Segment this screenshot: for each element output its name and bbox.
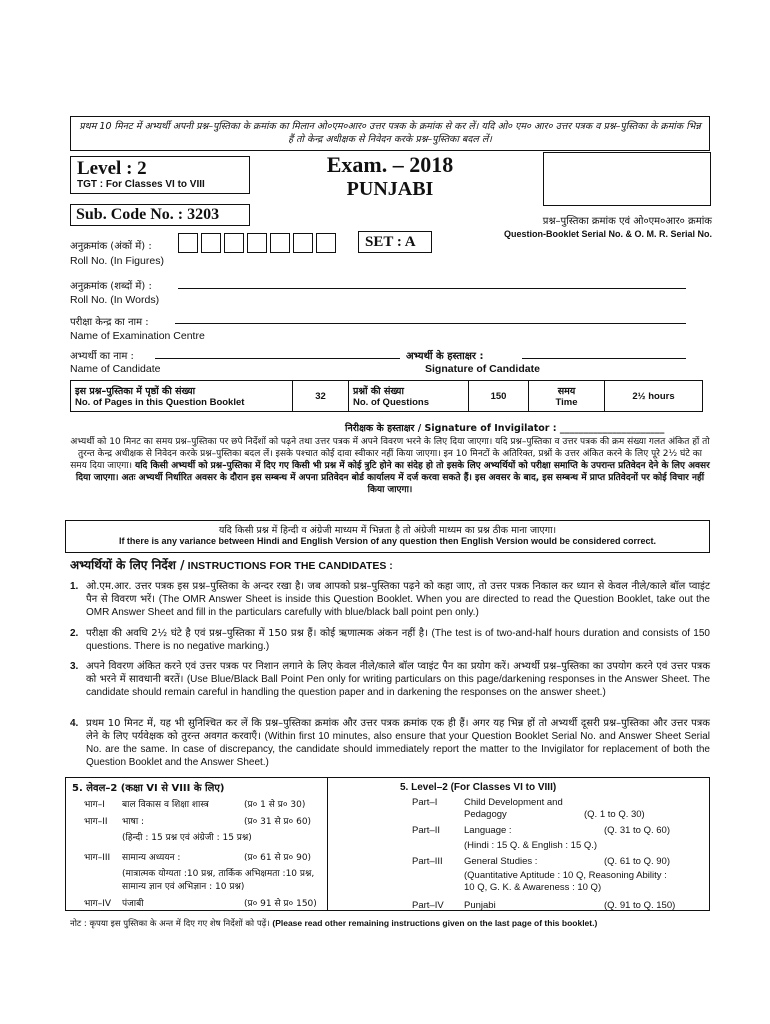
footer-note-en: (Please read other remaining instructions given on the last page of this booklet.): [272, 918, 598, 928]
time-value: 2½ hours: [605, 381, 703, 412]
set-box: SET : A: [358, 231, 432, 253]
booklet-serial-hi: प्रश्न–पुस्तिका क्रमांक एवं ओ०एम०आर० क्रमांक: [542, 216, 712, 227]
part-range: (प्र० 1 से प्र० 30): [244, 800, 306, 810]
part-name: भाषा :: [122, 817, 145, 827]
time-label: [529, 381, 605, 412]
part-range: (Q. 61 to Q. 90): [604, 856, 670, 867]
booklet-serial-en: Question-Booklet Serial No. & O. M. R. Serial No.: [503, 229, 712, 239]
level-divider: [327, 777, 328, 911]
candidate-name-line[interactable]: [155, 347, 400, 359]
footer-note-hi: नोट : कृपया इस पुस्तिका के अन्त में दिए गए शेष निर्देशों को पढ़ें।: [70, 919, 270, 929]
level-en-row: [400, 856, 705, 870]
part-name: सामान्य अध्ययन :: [122, 853, 181, 863]
variance-box: [65, 520, 710, 553]
instruction-en: (Use Blue/Black Ball Point Pen only for writing particulars on this page/darkening responses in the Answer Sheet. The candidate should remain careful in handling the question paper and in darkening the responses on the answer sheet.): [86, 674, 711, 698]
level-en-column: [400, 782, 705, 914]
questions-label-en: No. of Questions: [353, 397, 429, 408]
part-name: General Studies :: [464, 856, 538, 867]
part-name: Child Development and Pedagogy: [464, 797, 563, 820]
instruction-hi: परीक्षा की अवधि 2½ घंटे है एवं प्रश्न–पुस्तिका में 150 प्रश्न हैं। कोई ऋणात्मक अंकन नहीं है।: [86, 628, 428, 639]
pages-label: [71, 381, 293, 412]
part-label: Part–III: [412, 856, 443, 867]
instruction-hi: प्रथम 10 मिनट में, यह भी सुनिश्चित कर लें कि प्रश्न–पुस्तिका क्रमांक और उत्तर पत्रक क्रमांक एक ही हैं। अगर यह भिन्न हों तो अभ्यर्थी दूसरी प्रश्न–पुस्तिका और उत्तर पत्रक लेने के लिए पर्यवेक्षक को तुरन्त अवगत करवाएँ।: [86, 718, 710, 742]
instruction-number: 4.: [70, 718, 79, 729]
roll-words-en: Roll No. (In Words): [70, 294, 160, 306]
subject-title: PUNJABI: [346, 178, 434, 200]
candidate-name-en: Name of Candidate: [70, 363, 161, 375]
serial-number-box[interactable]: [543, 152, 711, 206]
candidate-signature-en: Signature of Candidate: [425, 363, 540, 375]
part-range: (प्र० 91 से प्र० 150): [244, 899, 317, 909]
time-label-en: Time: [555, 397, 578, 408]
instruction-item: [70, 580, 710, 619]
variance-hi: यदि किसी प्रश्न में हिन्दी व अंग्रेजी माध्यम में भिन्नता है तो अंग्रेजी माध्यम का प्रश्न ठीक माना जाएगा।: [218, 525, 557, 536]
part-label: Part–IV: [412, 900, 444, 911]
level-box: [70, 156, 250, 194]
level-hi-row: [72, 898, 322, 914]
level-subtitle: TGT : For Classes VI to VIII: [77, 179, 205, 190]
pages-value: 32: [293, 381, 349, 412]
sub-code-box: Sub. Code No. : 3203: [70, 204, 250, 226]
instruction-hi: अपने विवरण अंकित करने एवं उत्तर पत्रक पर निशान लगाने के लिए केवल नीले/काले बॉल प्वाइंट पैन का प्रयोग करें। अभ्यर्थी प्रश्न–पुस्तिका का उपयोग करने एवं उत्तर पत्रक को भरने में सावधानी बरतें।: [86, 661, 710, 685]
instructions-heading-en: INSTRUCTIONS FOR THE CANDIDATES :: [187, 560, 393, 572]
part-label: भाग–III: [84, 853, 111, 863]
part-name: (Hindi : 15 Q. & English : 15 Q.): [464, 840, 598, 851]
centre-en: Name of Examination Centre: [70, 330, 205, 342]
level-en-row: [400, 840, 705, 856]
error-report-text: यदि किसी अभ्यर्थी को प्रश्न–पुस्तिका में दिए गए किसी भी प्रश्न में कोई त्रुटि होने का संदेह हो तो इसके लिए अभ्यर्थियों को परीक्षा समाप्ति के उपरान्त प्रतिवेदन देने के लिए अवसर दिया जाएगा। अतः अभ्यर्थी निर्धारित अवसर के दौरान इस सम्बन्ध में अपना प्रतिवेदन बोर्ड कार्यालय में दर्ज करवा सकते हैं। इस अवसर के बाद, इस सम्बन्ध में प्राप्त प्रतिवेदनों पर कोई विचार नहीं किया जाएगा।: [75, 461, 710, 495]
timing-paragraph: [70, 436, 710, 496]
time-label-hi: समय: [557, 386, 576, 397]
part-range: (Q. 31 to Q. 60): [604, 825, 670, 836]
instruction-en: (Within first 10 minutes, also ensure that your Question Booklet Serial No. and Answer Sheet Serial No. are the same. In case of discrepancy, the candidate should immediately report the matter to the Invigilator for replacement of both the Question Booklet and the Answer Sheet.): [86, 731, 710, 768]
footer-note: [70, 918, 710, 929]
part-label: भाग–I: [84, 800, 105, 810]
candidate-signature-hi: अभ्यर्थी के हस्ताक्षर :: [406, 351, 484, 362]
questions-label-hi: प्रश्नों की संख्या: [353, 386, 404, 397]
candidate-name-hi: अभ्यर्थी का नाम :: [70, 351, 134, 362]
level-title: Level : 2: [77, 158, 147, 179]
part-name: (Quantitative Aptitude : 10 Q, Reasoning Ability : 10 Q, G. K. & Awareness : 10 Q): [464, 870, 667, 893]
part-label: Part–II: [412, 825, 440, 836]
part-name: पंजाबी: [122, 899, 144, 909]
level-en-title: 5. Level–2 (For Classes VI to VIII): [400, 782, 557, 793]
instruction-hi: ओ.एम.आर. उत्तर पत्रक इस प्रश्न–पुस्तिका के अन्दर रखा है। जब आपको प्रश्न–पुस्तिका पढ़ने को कहा जाए, तो उत्तर पत्रक निकाल कर ध्यान से केवल नीले/काले बॉल प्वाइंट पैन से विवरण भरें।: [86, 581, 710, 605]
part-name: (हिन्दी : 15 प्रश्न एवं अंग्रेजी : 15 प्रश्न): [122, 833, 252, 843]
roll-figures-en: Roll No. (In Figures): [70, 255, 164, 267]
roll-number-boxes[interactable]: [178, 233, 339, 256]
roll-digit-box[interactable]: [201, 233, 221, 253]
part-range: (प्र० 61 से प्र० 90): [244, 853, 312, 863]
level-en-row: [400, 797, 705, 825]
instruction-en: (The test is of two-and-half hours duration and consists of 150 questions. There is no negative marking.): [86, 628, 710, 652]
instruction-number: 1.: [70, 581, 79, 592]
instruction-en: (The OMR Answer Sheet is inside this Question Booklet. When you are directed to read the Question Booklet, take out the OMR Answer Sheet and fill in the particulars carefully with blue/black ball point pen only.): [86, 594, 710, 618]
invigilator-signature: निरीक्षक के हस्ताक्षर / Signature of Invigilator : ______________________: [345, 423, 665, 434]
candidate-signature-line[interactable]: [522, 347, 686, 359]
instruction-item: [70, 660, 710, 699]
level-hi-row: [72, 816, 322, 832]
instruction-number: 3.: [70, 661, 79, 672]
instruction-number: 2.: [70, 628, 79, 639]
centre-hi: परीक्षा केन्द्र का नाम :: [70, 317, 149, 328]
level-hi-column: [72, 782, 322, 914]
roll-words-line[interactable]: [178, 277, 686, 289]
roll-figures-hi: अनुक्रमांक (अंकों में) :: [70, 241, 152, 252]
level-hi-row: [72, 799, 322, 816]
instruction-item: [70, 717, 710, 769]
level-hi-row: [72, 832, 322, 852]
variance-en: If there is any variance between Hindi and English Version of any question then English Version would be considered correct.: [118, 536, 657, 546]
part-name: बाल विकास व शिक्षा शास्त्र: [122, 800, 209, 810]
level-hi-row: [72, 868, 322, 898]
level-hi-row: [72, 852, 322, 868]
part-name: Language :: [464, 825, 512, 836]
centre-line[interactable]: [175, 312, 686, 324]
part-name: (मात्रात्मक योग्यता :10 प्रश्न, तार्किक अभिक्षमता :10 प्रश्न, सामान्य ज्ञान एवं अभिज्ञान : 10 प्रश्न): [122, 869, 315, 892]
level-en-row: [400, 870, 705, 900]
level-hi-title: 5. लेवल–2 (कक्षा VI से VIII के लिए): [72, 783, 225, 794]
instruction-item: [70, 627, 710, 653]
top-notice: प्रथम 10 मिनट में अभ्यर्थी अपनी प्रश्न–पुस्तिका के क्रमांक का मिलान ओ०एम०आर० उत्तर पत्रक के क्रमांक से कर लें। यदि ओ० एम० आर० उत्तर पत्रक व प्रश्न–पुस्तिका के क्रमांक भिन्न हैं तो केन्द्र अधीक्षक से निवेदन करके प्रश्न–पुस्तिका बदल लें।: [79, 121, 701, 145]
roll-digit-box[interactable]: [178, 233, 198, 253]
level-en-row: [400, 900, 705, 914]
questions-value: 150: [469, 381, 529, 412]
pages-label-hi: इस प्रश्न–पुस्तिका में पृष्ठों की संख्या: [75, 386, 196, 397]
top-notice-box: [70, 116, 710, 151]
questions-label: [349, 381, 469, 412]
part-range: (Q. 91 to Q. 150): [604, 900, 676, 911]
roll-digit-box[interactable]: [293, 233, 313, 253]
part-label: भाग–IV: [84, 899, 112, 909]
instructions-heading-hi: अभ्यर्थियों के लिए निर्देश /: [70, 558, 185, 572]
part-name: Punjabi: [464, 900, 496, 911]
roll-digit-box[interactable]: [247, 233, 267, 253]
part-range: (Q. 1 to Q. 30): [584, 809, 645, 820]
instructions-heading: [70, 556, 393, 573]
roll-digit-box[interactable]: [224, 233, 244, 253]
booklet-stats-table: [70, 380, 703, 412]
part-label: Part–I: [412, 797, 438, 808]
part-label: भाग–II: [84, 817, 108, 827]
roll-words-hi: अनुक्रमांक (शब्दों में) :: [70, 281, 152, 292]
exam-title: Exam. – 2018: [326, 152, 454, 177]
roll-digit-box[interactable]: [270, 233, 290, 253]
pages-label-en: No. of Pages in this Question Booklet: [75, 397, 245, 408]
timing-text: अभ्यर्थी को 10 मिनट का समय प्रश्न–पुस्तिका पर छपे निर्देशों को पढ़ने तथा उत्तर पत्रक में अपने विवरण भरने के लिए दिया जाएगा। यदि प्रश्न–पुस्तिका व उत्तर पत्रक की क्रम संख्या गलत अंकित हों तो तुरन्त केन्द्र अधीक्षक से निवेदन करके प्रश्न–पुस्तिका बदल लें। इसके पश्चात कोई दावा स्वीकार नहीं किया जाएगा। इन 10 मिनटों के अतिरिक्त, प्रश्नों के उत्तर अंकित करने के लिए पूरे 2½ घंटे का समय दिया जाएगा।: [70, 437, 710, 471]
level-en-row: [400, 825, 705, 840]
part-range: (प्र० 31 से प्र० 60): [244, 817, 312, 827]
roll-digit-box[interactable]: [316, 233, 336, 253]
